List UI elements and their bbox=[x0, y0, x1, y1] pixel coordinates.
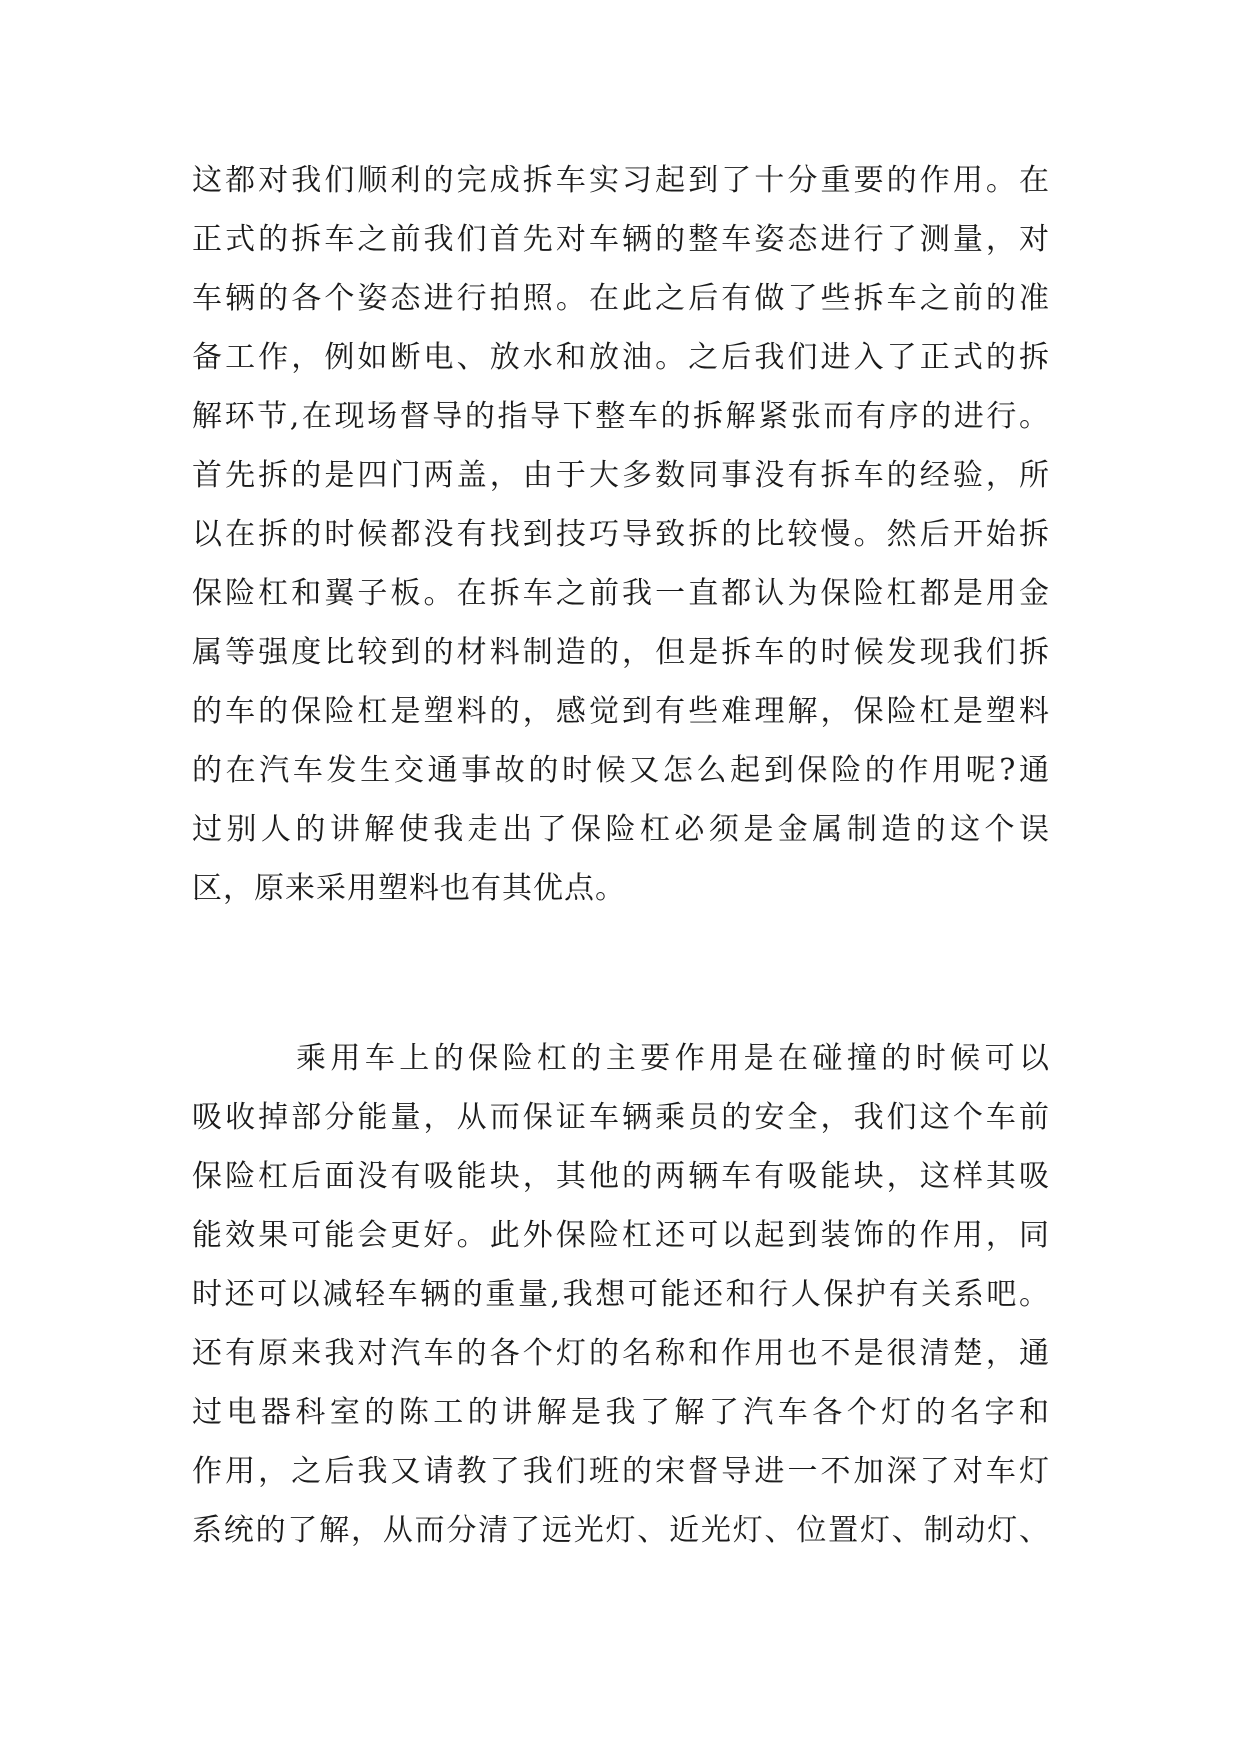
text-line: 解环节,在现场督导的指导下整车的拆解紧张而有序的进行。 bbox=[192, 399, 1050, 434]
text-line: 还有原来我对汽车的各个灯的名称和作用也不是很清楚，通 bbox=[192, 1336, 1050, 1371]
text-line: 时还可以减轻车辆的重量,我想可能还和行人保护有关系吧。 bbox=[192, 1277, 1050, 1312]
text-line: 首先拆的是四门两盖，由于大多数同事没有拆车的经验，所 bbox=[192, 458, 1050, 493]
text-line: 正式的拆车之前我们首先对车辆的整车姿态进行了测量，对 bbox=[192, 222, 1050, 257]
text-line: 过电器科室的陈工的讲解是我了解了汽车各个灯的名字和 bbox=[192, 1395, 1050, 1430]
text-line: 的在汽车发生交通事故的时候又怎么起到保险的作用呢?通 bbox=[192, 753, 1050, 788]
text-line: 以在拆的时候都没有找到技巧导致拆的比较慢。然后开始拆 bbox=[192, 517, 1050, 552]
text-line: 这都对我们顺利的完成拆车实习起到了十分重要的作用。在 bbox=[192, 163, 1050, 198]
text-line: 能效果可能会更好。此外保险杠还可以起到装饰的作用，同 bbox=[192, 1218, 1050, 1253]
text-line: 吸收掉部分能量，从而保证车辆乘员的安全，我们这个车前 bbox=[192, 1100, 1050, 1135]
text-line: 属等强度比较到的材料制造的，但是拆车的时候发现我们拆 bbox=[192, 635, 1050, 670]
text-line: 系统的了解，从而分清了远光灯、近光灯、位置灯、制动灯、 bbox=[192, 1513, 1050, 1548]
text-line: 过别人的讲解使我走出了保险杠必须是金属制造的这个误 bbox=[192, 812, 1050, 847]
text-line: 区，原来采用塑料也有其优点。 bbox=[192, 871, 626, 906]
text-line: 乘用车上的保险杠的主要作用是在碰撞的时候可以 bbox=[296, 1041, 1050, 1076]
text-line: 保险杠和翼子板。在拆车之前我一直都认为保险杠都是用金 bbox=[192, 576, 1050, 611]
text-line: 车辆的各个姿态进行拍照。在此之后有做了些拆车之前的准 bbox=[192, 281, 1050, 316]
text-line: 作用，之后我又请教了我们班的宋督导进一不加深了对车灯 bbox=[192, 1454, 1050, 1489]
text-line: 备工作，例如断电、放水和放油。之后我们进入了正式的拆 bbox=[192, 340, 1050, 375]
text-line: 的车的保险杠是塑料的，感觉到有些难理解，保险杠是塑料 bbox=[192, 694, 1050, 729]
text-line: 保险杠后面没有吸能块，其他的两辆车有吸能块，这样其吸 bbox=[192, 1159, 1050, 1194]
